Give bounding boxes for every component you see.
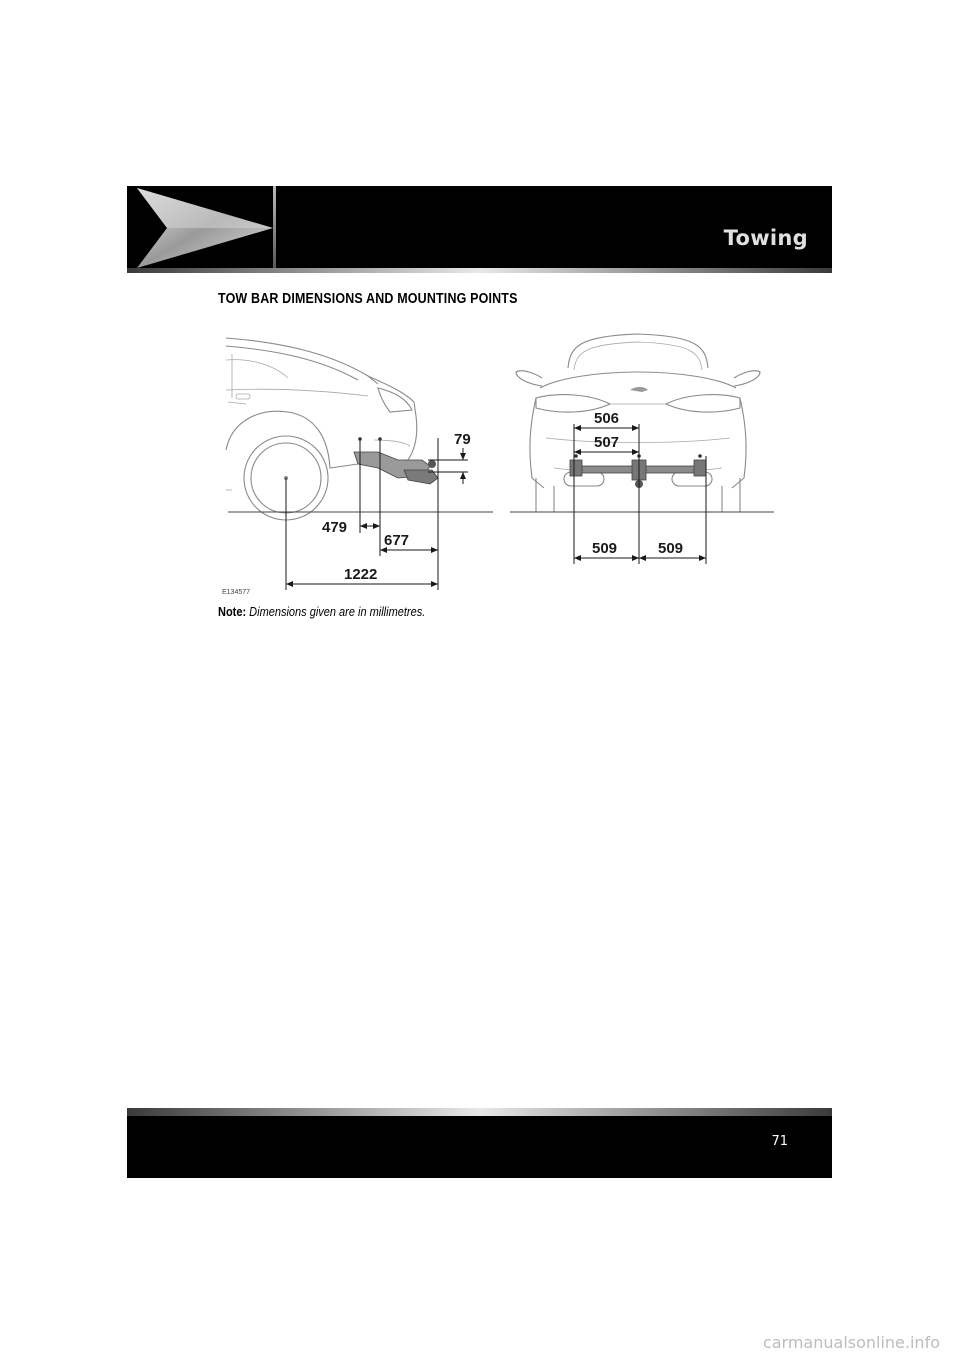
header-gradient-strip bbox=[127, 268, 832, 273]
note-label: Note: bbox=[218, 605, 247, 619]
dimension-479: 479 bbox=[322, 519, 348, 536]
watermark: carmanualsonline.info bbox=[762, 1333, 940, 1352]
tow-bar-diagram bbox=[218, 328, 778, 603]
footer-gradient-strip bbox=[127, 1108, 832, 1116]
dimension-1222: 1222 bbox=[344, 566, 378, 583]
note bbox=[218, 605, 425, 619]
figure-id: E134577 bbox=[222, 589, 251, 596]
page-number: 71 bbox=[771, 1134, 788, 1149]
dimension-79: 79 bbox=[454, 431, 471, 448]
footer-band bbox=[127, 1116, 832, 1178]
dimension-677: 677 bbox=[384, 532, 410, 549]
page-heading: TOW BAR DIMENSIONS AND MOUNTING POINTS bbox=[218, 291, 518, 307]
dimension-507: 507 bbox=[594, 434, 620, 451]
dimension-506: 506 bbox=[594, 410, 620, 427]
rear-view-tow-bar bbox=[570, 454, 706, 488]
dimension-509-right: 509 bbox=[658, 540, 684, 557]
dimension-509-left: 509 bbox=[592, 540, 618, 557]
section-title: Towing bbox=[723, 226, 808, 250]
side-view-tow-bar bbox=[354, 437, 438, 484]
chevron-logo-icon bbox=[127, 186, 277, 270]
note-text: Dimensions given are in millimetres. bbox=[249, 605, 426, 619]
header-divider bbox=[273, 186, 276, 270]
